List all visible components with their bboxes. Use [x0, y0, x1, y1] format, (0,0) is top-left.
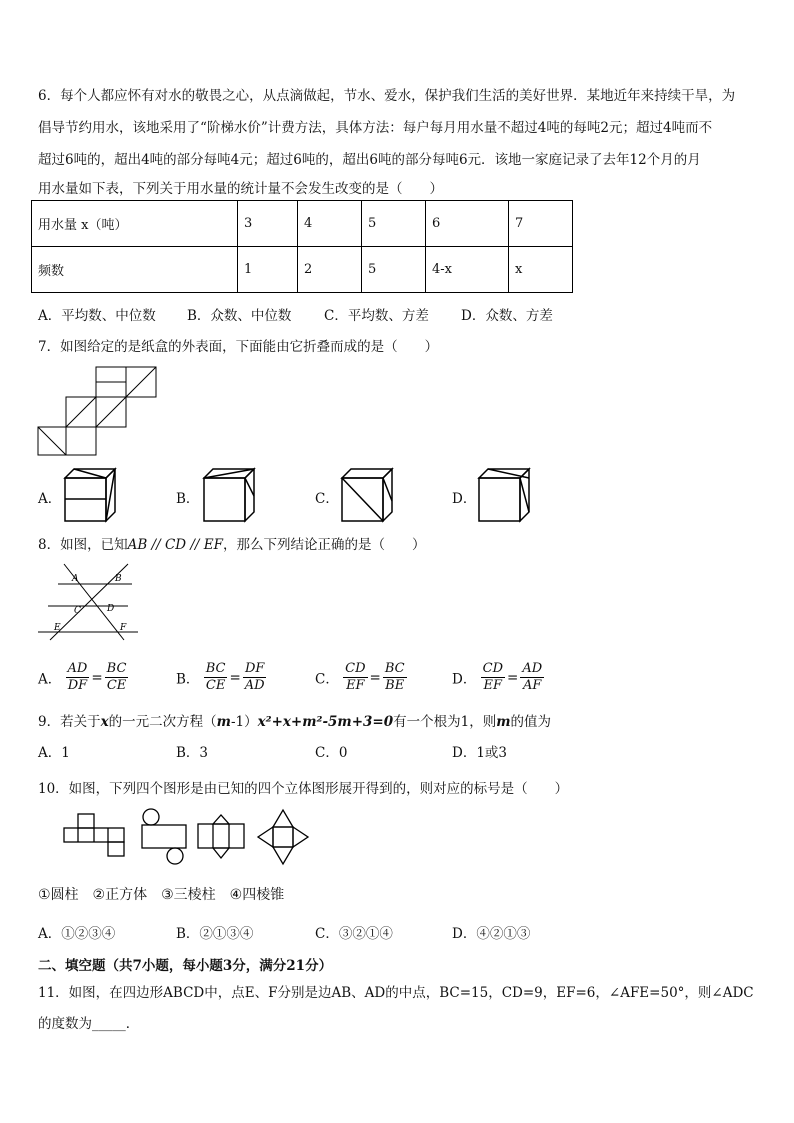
- q10-legend: ①圆柱 ②正方体 ③三棱柱 ④四棱锥: [38, 887, 285, 903]
- q9-text: 的值为: [510, 714, 552, 730]
- q8-option-d: [452, 661, 544, 694]
- cube-option-c: [337, 466, 397, 524]
- cylinder-net-figure: [140, 808, 188, 866]
- equals-sign: =: [229, 669, 241, 686]
- cube-option-b: [199, 466, 259, 524]
- q8-option-a: [38, 661, 128, 694]
- q7-option-a-label: A．: [38, 491, 62, 507]
- numerator: AD: [67, 661, 88, 676]
- q7-option-d-label: D．: [452, 491, 477, 507]
- q7-option-b-label: B．: [176, 491, 200, 507]
- q6-line-1: 6．每个人都应怀有对水的敬畏之心，从点滴做起，节水、爱水，保护我们生活的美好世界．某地近年来持续干旱，为: [38, 88, 736, 104]
- q6-option-b: B．众数、中位数: [187, 308, 292, 324]
- q9-text: -1）: [230, 714, 258, 730]
- q10-option-b: B．②①③④: [176, 926, 254, 942]
- q9-text: 9．若关于: [38, 714, 101, 730]
- table-cell: 6: [426, 201, 509, 247]
- table-cell: 用水量 x（吨）: [32, 201, 238, 247]
- figure-label-a: A: [72, 574, 79, 584]
- option-letter: A．: [38, 671, 62, 688]
- equals-sign: =: [369, 669, 381, 686]
- fraction: [520, 661, 544, 694]
- table-cell: 4-x: [426, 247, 509, 293]
- q11-line-2: 的度数为_____．: [38, 1016, 140, 1032]
- numerator: BC: [205, 661, 226, 676]
- cube-option-d: [474, 466, 540, 524]
- q8-option-c: [315, 661, 407, 694]
- q7-stem: 7．如图给定的是纸盒的外表面，下面能由它折叠而成的是（ ）: [38, 339, 439, 355]
- option-letter: C．: [315, 671, 339, 688]
- numerator: AD: [522, 661, 543, 676]
- denominator: AD: [244, 678, 265, 693]
- q9-var-x: x: [100, 714, 109, 730]
- q9-text: 有一个根为1，则: [393, 714, 497, 730]
- parallel-lines-figure: [36, 562, 140, 642]
- fraction: [105, 661, 129, 694]
- numerator: DF: [244, 661, 265, 676]
- figure-label-d: D: [107, 604, 115, 614]
- table-cell: 3: [238, 201, 298, 247]
- q9-option-a: A．1: [38, 745, 70, 761]
- numerator: BC: [384, 661, 405, 676]
- fraction: [66, 661, 90, 694]
- cube-net-figure: [62, 812, 126, 858]
- q6-line-3: 超过6吨的，超出4吨的部分每吨4元；超过6吨的，超出6吨的部分每吨6元．该地一家庭记录了去年12个月的月: [38, 152, 701, 168]
- option-letter: B．: [176, 671, 200, 688]
- q9-var-m: m: [216, 714, 231, 730]
- pyramid-net-figure: [256, 808, 310, 866]
- denominator: EF: [483, 678, 503, 693]
- q9-option-d: D．1或3: [452, 745, 508, 761]
- q6-option-d: D．众数、方差: [461, 308, 553, 324]
- q10-option-d: D．④②①③: [452, 926, 531, 942]
- denominator: CE: [106, 678, 127, 693]
- figure-label-c: C: [74, 606, 81, 616]
- table-cell: 频数: [32, 247, 238, 293]
- fraction: [481, 661, 505, 694]
- q11-line-1: 11．如图，在四边形ABCD中，点E、F分别是边AB、AD的中点，BC=15，CD=9，EF=6，∠AFE=50°，则∠ADC: [38, 985, 754, 1001]
- q10-option-c: C．③②①④: [315, 926, 393, 942]
- numerator: BC: [106, 661, 127, 676]
- q9-option-c: C．0: [315, 745, 348, 761]
- q10-stem: 10．如图，下列四个图形是由已知的四个立体图形展开得到的，则对应的标号是（ ）: [38, 781, 569, 797]
- option-letter: D．: [452, 671, 477, 688]
- cube-option-a: [60, 466, 120, 524]
- q9-equation: x²+x+m²-5m+3=0: [257, 714, 394, 730]
- table-cell: x: [509, 247, 573, 293]
- denominator: DF: [67, 678, 88, 693]
- fraction: [343, 661, 367, 694]
- prism-net-figure: [196, 814, 246, 860]
- table-row: [32, 201, 573, 247]
- figure-label-f: F: [120, 623, 127, 633]
- equals-sign: =: [507, 669, 519, 686]
- q8-stem-suffix: ，那么下列结论正确的是（ ）: [223, 537, 426, 553]
- fraction: [204, 661, 228, 694]
- denominator: BE: [385, 678, 405, 693]
- table-cell: 5: [362, 247, 426, 293]
- q9-text: 的一元二次方程（: [108, 714, 217, 730]
- q7-option-c-label: C．: [315, 491, 339, 507]
- q10-option-a: A．①②③④: [38, 926, 116, 942]
- q6-option-c: C．平均数、方差: [324, 308, 429, 324]
- table-cell: 5: [362, 201, 426, 247]
- equals-sign: =: [91, 669, 103, 686]
- q9-var-m: m: [496, 714, 511, 730]
- q8-stem-prefix: 8．如图，已知: [38, 537, 128, 553]
- section-heading: 二、填空题（共7小题，每小题3分，满分21分）: [38, 958, 333, 974]
- denominator: AF: [523, 678, 542, 693]
- numerator: CD: [345, 661, 366, 676]
- q6-line-2: 倡导节约用水，该地采用了“阶梯水价”计费方法，具体方法：每户每月用水量不超过4吨的每吨2元；超过4吨而不: [38, 120, 713, 136]
- q8-option-b: [176, 661, 267, 694]
- figure-label-e: E: [54, 623, 61, 633]
- denominator: CE: [205, 678, 226, 693]
- table-row: [32, 247, 573, 293]
- q6-line-4: 用水量如下表，下列关于用水量的统计量不会发生改变的是（ ）: [38, 181, 443, 197]
- q8-stem-math: AB // CD // EF: [127, 537, 223, 553]
- table-cell: 1: [238, 247, 298, 293]
- denominator: EF: [346, 678, 365, 693]
- q8-stem: [38, 533, 426, 553]
- frequency-table: [31, 200, 573, 293]
- fraction: [383, 661, 407, 694]
- q9-stem: [38, 710, 551, 730]
- figure-label-b: B: [115, 574, 122, 584]
- table-cell: 7: [509, 201, 573, 247]
- numerator: CD: [482, 661, 503, 676]
- q9-option-b: B．3: [176, 745, 209, 761]
- table-cell: 4: [298, 201, 362, 247]
- q6-option-a: A．平均数、中位数: [38, 308, 156, 324]
- box-net-figure: [36, 364, 166, 459]
- fraction: [243, 661, 267, 694]
- table-cell: 2: [298, 247, 362, 293]
